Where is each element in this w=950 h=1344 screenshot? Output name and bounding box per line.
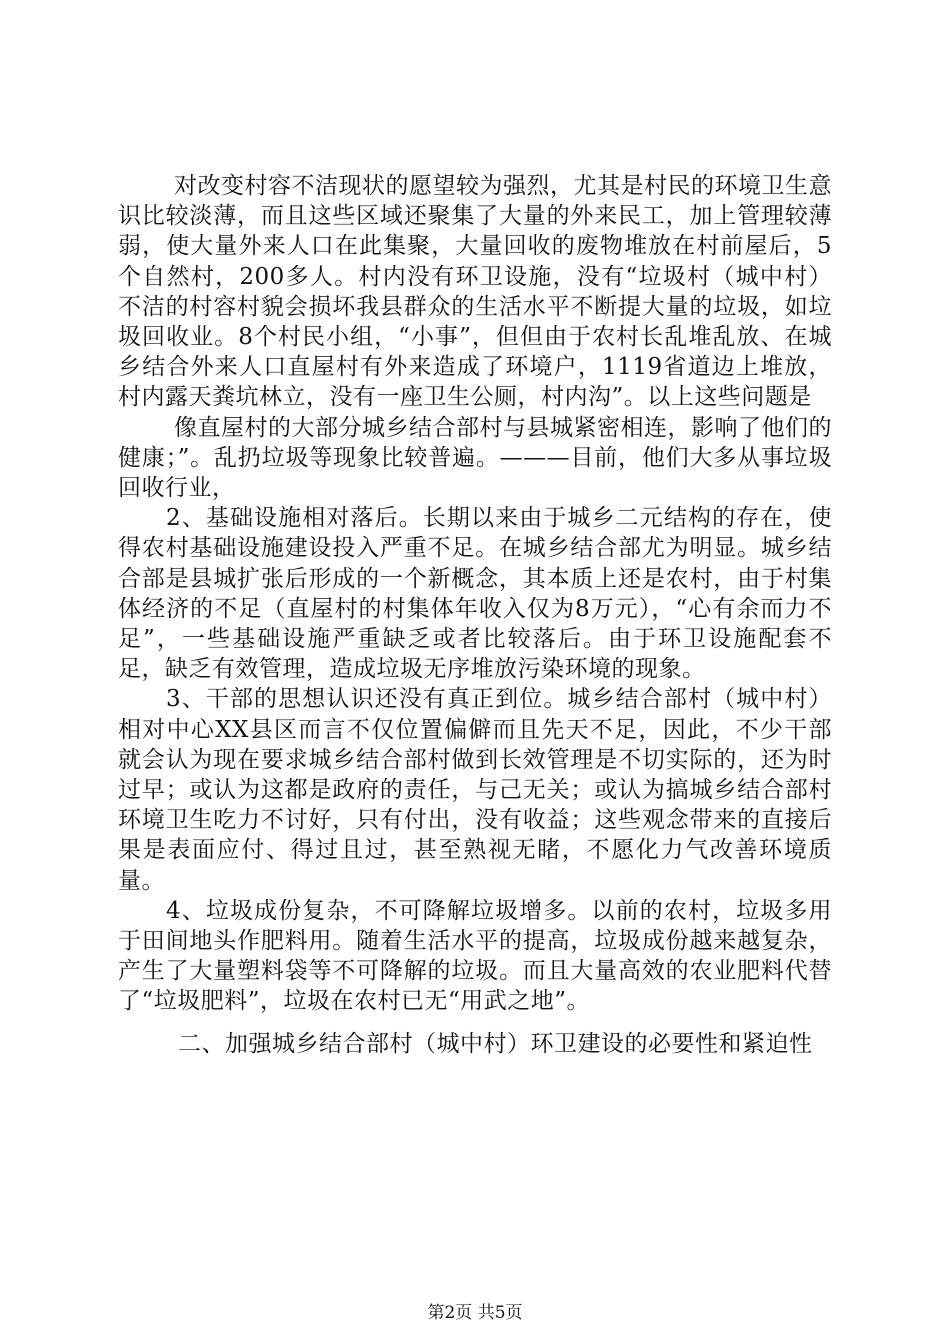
- paragraph-garbage-composition: 4、垃圾成份复杂，不可降解垃圾增多。以前的农村，垃圾多用于田间地头作肥料用。随着生活水平的提高，垃圾成份越来越复杂，产生了大量塑料袋等不可降解的垃圾。而且大量高效的农业肥料代替了“垃圾肥料”，垃圾在农村已无“用武之地”。: [118, 897, 832, 1015]
- page-footer: [0, 1298, 950, 1323]
- paragraph-zhiwu-village: 像直屋村的大部分城乡结合部村与县城紧密相连，影响了他们的健康；”。乱扔垃圾等现象比较普遍。———目前，他们大多从事垃圾回收行业，: [118, 414, 832, 502]
- document-body: [118, 171, 832, 1059]
- paragraph-infrastructure: 2、基础设施相对落后。长期以来由于城乡二元结构的存在，使得农村基础设施建设投入严重不足。在城乡结合部尤为明显。城乡结合部是县城扩张后形成的一个新概念，其本质上还是农村，由于村集体经济的不足（直屋村的村集体年收入仅为8万元），“心有余而力不足”，一些基础设施严重缺乏或者比较落后。由于环卫设施配套不足，缺乏有效管理，造成垃圾无序堆放污染环境的现象。: [118, 505, 832, 683]
- page-number-label: 第2页 共5页: [427, 1303, 523, 1323]
- section-heading: 二、加强城乡结合部村（城中村）环卫建设的必要性和紧迫性: [178, 1030, 813, 1057]
- paragraph-cadre-awareness: 3、干部的思想认识还没有真正到位。城乡结合部村（城中村）相对中心XX县区而言不仅位置偏僻而且先天不足，因此，不少干部就会认为现在要求城乡结合部村做到长效管理是不切实际的，还为时过早；或认为这都是政府的责任，与己无关；或认为搞城乡结合部村环境卫生吃力不讨好，只有付出，没有收益；这些观念带来的直接后果是表面应付、得过且过，甚至熟视无睹，不愿化力气改善环境质量。: [118, 686, 832, 894]
- paragraph-intro: 对改变村容不洁现状的愿望较为强烈，尤其是村民的环境卫生意识比较淡薄，而且这些区域还聚集了大量的外来民工，加上管理较薄弱，使大量外来人口在此集聚，大量回收的废物堆放在村前屋后，5个自然村，200多人。村内没有环卫设施，没有“垃圾村（城中村）不洁的村容村貌会损坏我县群众的生活水平不断提大量的垃圾，如垃圾回收业。8个村民小组，“小事”，但但由于农村长乱堆乱放、在城乡结合外来人口直屋村有外来造成了环境户，1119省道边上堆放，村内露天粪坑林立，没有一座卫生公厕，村内沟”。以上这些问题是: [118, 173, 832, 411]
